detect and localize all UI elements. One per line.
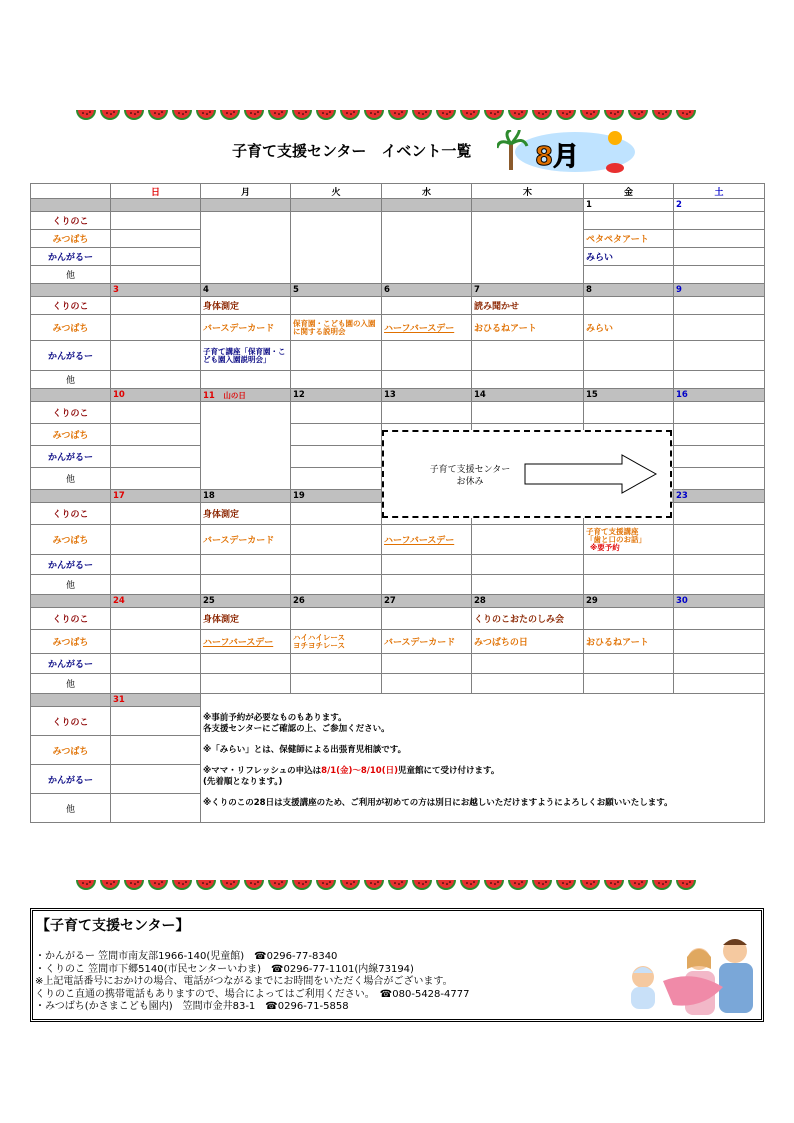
- row-label-mitsubachi: みつばち: [31, 230, 111, 248]
- watermelon-border-bottom: [75, 878, 697, 890]
- table-row: [31, 315, 765, 341]
- table-row: [31, 341, 765, 371]
- date-cell: 19: [291, 490, 382, 503]
- event-item: ペタペタアート: [584, 230, 674, 248]
- page-title: 子育て支援センター イベント一覧: [232, 142, 472, 160]
- row-label-kangaroo: かんがるー: [31, 555, 111, 575]
- watermelon-icon: [675, 878, 697, 890]
- event-item: 身体測定: [201, 503, 291, 525]
- watermelon-icon: [459, 878, 481, 890]
- watermelon-icon: [555, 108, 577, 120]
- contact-line: ・くりのこ 笠間市下郷5140(市民センターいわま) ☎0296-77-1101(内線73194): [35, 963, 414, 975]
- event-item-line: ヨチヨチレース: [293, 640, 345, 650]
- table-row: [31, 555, 765, 575]
- note-line: 各支援センターにご確認の上、ご参加ください。: [203, 723, 390, 734]
- watermelon-icon: [435, 108, 457, 120]
- row-label-mitsubachi: みつばち: [31, 424, 111, 446]
- contact-title: 【子育て支援センター】: [36, 918, 190, 934]
- weekday-mon: 月: [201, 184, 291, 199]
- event-item: おひるねアート: [584, 630, 674, 654]
- watermelon-icon: [531, 878, 553, 890]
- table-row: [31, 630, 765, 654]
- watermelon-icon: [555, 878, 577, 890]
- closed-text: 子育て支援センター お休み: [429, 465, 511, 487]
- watermelon-icon: [147, 108, 169, 120]
- date-cell: 12: [291, 389, 382, 402]
- date-cell: 16: [674, 389, 765, 402]
- watermelon-icon: [147, 878, 169, 890]
- row-label-kurinoko: くりのこ: [31, 503, 111, 525]
- holiday-label: 山の日: [223, 391, 246, 400]
- table-row: [31, 674, 765, 694]
- watermelon-icon: [651, 108, 673, 120]
- row-label-other: 他: [31, 468, 111, 490]
- watermelon-icon: [459, 108, 481, 120]
- watermelon-icon: [219, 108, 241, 120]
- weekday-sat: 土: [674, 184, 765, 199]
- date-cell: 9: [674, 284, 765, 297]
- watermelon-icon: [507, 878, 529, 890]
- date-cell: 15: [584, 389, 674, 402]
- closed-notice: [382, 430, 672, 518]
- event-item-line: 子育て支援講座: [586, 526, 639, 536]
- row-label-kurinoko: くりのこ: [31, 297, 111, 315]
- date-cell: 1: [584, 199, 674, 212]
- watermelon-icon: [291, 108, 313, 120]
- weekday-header-row: [31, 184, 765, 199]
- watermelon-icon: [675, 108, 697, 120]
- watermelon-icon: [195, 878, 217, 890]
- note-line: ※ママ・リフレッシュの申込は8/1(金)～8/10(日)児童館にて受け付けます。: [203, 765, 500, 776]
- contact-line: ※上記電話番号におかけの場合、電話がつながるまでにお時間をいただく場合がございます。: [35, 976, 453, 987]
- date-cell: 25: [201, 595, 291, 608]
- date-cell: 28: [472, 595, 584, 608]
- table-row: [31, 297, 765, 315]
- month-label: 8月: [535, 142, 580, 172]
- contact-line: ・みつばち(かさまこども園内) 笠間市金井83-1 ☎0296-71-5858: [35, 1001, 349, 1012]
- row-label-kurinoko: くりのこ: [31, 707, 111, 736]
- weekday-tue: 火: [291, 184, 382, 199]
- watermelon-icon: [363, 108, 385, 120]
- watermelon-icon: [243, 878, 265, 890]
- event-item: ハーフバースデー: [382, 525, 472, 555]
- date-cell: 4: [201, 284, 291, 297]
- row-label-mitsubachi: みつばち: [31, 315, 111, 341]
- date-cell: 2: [674, 199, 765, 212]
- date-cell: 11 山の日: [201, 389, 291, 402]
- weekday-thu: 木: [472, 184, 584, 199]
- event-item-line: ハイハイレース: [293, 632, 345, 642]
- row-label-kurinoko: くりのこ: [31, 402, 111, 424]
- watermelon-icon: [315, 878, 337, 890]
- date-row: [31, 199, 765, 212]
- row-label-kangaroo: かんがるー: [31, 654, 111, 674]
- row-label-kurinoko: くりのこ: [31, 212, 111, 230]
- watermelon-icon: [267, 878, 289, 890]
- row-label-kangaroo: かんがるー: [31, 446, 111, 468]
- note-line: ※事前予約が必要なものもあります。: [203, 712, 347, 723]
- watermelon-icon: [387, 108, 409, 120]
- row-label-kangaroo: かんがるー: [31, 341, 111, 371]
- event-item: みらい: [584, 248, 674, 266]
- watermelon-icon: [603, 108, 625, 120]
- date-cell: 5: [291, 284, 382, 297]
- date-cell: 8: [584, 284, 674, 297]
- watermelon-icon: [267, 108, 289, 120]
- date-row: [31, 389, 765, 402]
- watermelon-icon: [627, 108, 649, 120]
- watermelon-icon: [579, 878, 601, 890]
- watermelon-icon: [291, 878, 313, 890]
- event-item: 身体測定: [201, 608, 291, 630]
- watermelon-icon: [219, 878, 241, 890]
- date-cell: 31: [111, 694, 201, 707]
- event-item: [291, 630, 382, 654]
- watermelon-icon: [171, 108, 193, 120]
- watermelon-icon: [363, 878, 385, 890]
- watermelon-icon: [339, 878, 361, 890]
- watermelon-icon: [75, 878, 97, 890]
- watermelon-icon: [123, 108, 145, 120]
- watermelon-icon: [411, 878, 433, 890]
- row-label-other: 他: [31, 575, 111, 595]
- contact-box: [30, 908, 764, 1022]
- table-row: [31, 402, 765, 424]
- date-cell: 24: [111, 595, 201, 608]
- arrow-right-icon: [524, 454, 658, 494]
- event-item: 子育て講座「保育園・こども園入園説明会」: [201, 341, 291, 371]
- row-label-mitsubachi: みつばち: [31, 525, 111, 555]
- date-cell: 13: [382, 389, 472, 402]
- watermelon-icon: [387, 878, 409, 890]
- contact-line: くりのこ直通の携帯電話もありますので、場合によってはご利用ください。 ☎080-5428-4777: [35, 988, 470, 1000]
- weekday-sun: 日: [111, 184, 201, 199]
- event-item: くりのこおたのしみ会: [472, 608, 584, 630]
- watermelon-icon: [435, 878, 457, 890]
- table-row: [31, 608, 765, 630]
- watermelon-icon: [339, 108, 361, 120]
- table-row: [31, 212, 765, 230]
- watermelon-icon: [315, 108, 337, 120]
- watermelon-icon: [507, 108, 529, 120]
- month-badge: [497, 130, 637, 174]
- event-item: みつばちの日: [472, 630, 584, 654]
- watermelon-icon: [483, 108, 505, 120]
- table-row: [31, 371, 765, 389]
- event-item: 読み聞かせ: [472, 297, 584, 315]
- row-label-kurinoko: くりのこ: [31, 608, 111, 630]
- row-label-other: 他: [31, 674, 111, 694]
- watermelon-icon: [627, 878, 649, 890]
- event-item: ハーフバースデー: [201, 630, 291, 654]
- watermelon-icon: [411, 108, 433, 120]
- event-item: [584, 525, 674, 555]
- row-label-kangaroo: かんがるー: [31, 765, 111, 794]
- watermelon-icon: [531, 108, 553, 120]
- watermelon-icon: [603, 878, 625, 890]
- row-label-mitsubachi: みつばち: [31, 736, 111, 765]
- event-item: 身体測定: [201, 297, 291, 315]
- reservation-note: ※要予約: [590, 542, 620, 552]
- event-item-line: 「歯と口のお話」: [586, 534, 646, 544]
- date-cell: 27: [382, 595, 472, 608]
- note-line: (先着順となります。): [203, 776, 283, 787]
- title-area: [0, 128, 794, 174]
- watermelon-icon: [75, 108, 97, 120]
- date-cell: 14: [472, 389, 584, 402]
- watermelon-border-top: [75, 108, 697, 120]
- date-cell: 6: [382, 284, 472, 297]
- row-label-mitsubachi: みつばち: [31, 630, 111, 654]
- notes-cell: [201, 707, 765, 823]
- weekday-fri: 金: [584, 184, 674, 199]
- date-cell: 23: [674, 490, 765, 503]
- row-label-other: 他: [31, 371, 111, 389]
- watermelon-icon: [579, 108, 601, 120]
- date-row: [31, 694, 765, 707]
- date-row: [31, 284, 765, 297]
- note-line: ※「みらい」とは、保健師による出張育児相談です。: [203, 744, 407, 755]
- watermelon-icon: [243, 108, 265, 120]
- event-item: 保育園・こども園の入園に関する説明会: [291, 315, 382, 341]
- notes: [203, 713, 762, 809]
- row-label-other: 他: [31, 794, 111, 823]
- table-row: [31, 575, 765, 595]
- watermelon-icon: [99, 878, 121, 890]
- table-row: [31, 654, 765, 674]
- event-item: バースデーカード: [201, 525, 291, 555]
- date-cell: 29: [584, 595, 674, 608]
- date-cell: 10: [111, 389, 201, 402]
- event-item: バースデーカード: [382, 630, 472, 654]
- date-cell: 7: [472, 284, 584, 297]
- contact-line: ・かんがるー 笠間市南友部1966-140(児童館) ☎0296-77-8340: [35, 951, 338, 962]
- contact-lines: [35, 951, 469, 1014]
- watermelon-icon: [99, 108, 121, 120]
- table-row: [31, 707, 765, 736]
- date-row: [31, 595, 765, 608]
- date-cell: 30: [674, 595, 765, 608]
- weekday-wed: 水: [382, 184, 472, 199]
- date-cell: 26: [291, 595, 382, 608]
- watermelon-icon: [195, 108, 217, 120]
- event-item: ハーフバースデー: [382, 315, 472, 341]
- date-cell: 18: [201, 490, 291, 503]
- event-item: バースデーカード: [201, 315, 291, 341]
- watermelon-icon: [123, 878, 145, 890]
- watermelon-icon: [171, 878, 193, 890]
- note-line: ※くりのこの28日は支援講座のため、ご利用が初めての方は別日にお越しいただけますようによろしくお願いいたします。: [203, 797, 673, 808]
- row-label-kangaroo: かんがるー: [31, 248, 111, 266]
- event-item: みらい: [584, 315, 674, 341]
- row-label-other: 他: [31, 266, 111, 284]
- family-illustration-icon: [603, 929, 763, 1021]
- event-item: おひるねアート: [472, 315, 584, 341]
- date-cell: 17: [111, 490, 201, 503]
- watermelon-icon: [651, 878, 673, 890]
- table-row: [31, 525, 765, 555]
- watermelon-icon: [483, 878, 505, 890]
- date-cell: 3: [111, 284, 201, 297]
